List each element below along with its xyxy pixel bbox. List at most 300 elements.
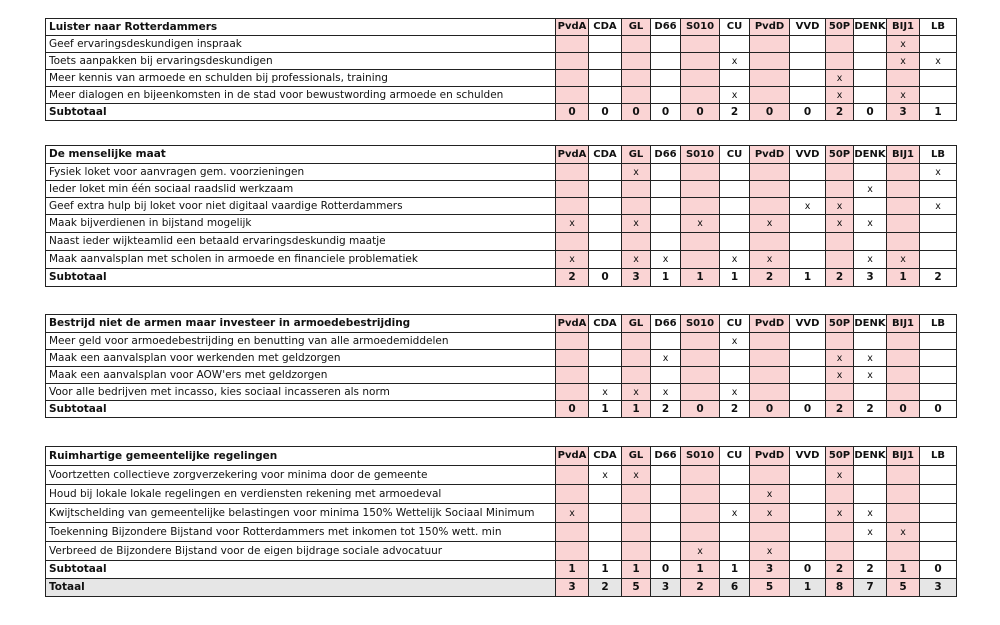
mark-cell	[681, 36, 720, 53]
mark-cell	[854, 542, 887, 561]
party-header: BIJ1	[887, 315, 920, 333]
mark-cell	[651, 87, 681, 104]
subtotal-label: Subtotaal	[46, 561, 556, 579]
mark-cell	[622, 504, 651, 523]
table-row	[46, 466, 957, 485]
mark-cell	[651, 384, 681, 401]
total-value: 1	[790, 579, 826, 597]
mark-x: x	[867, 218, 873, 230]
subtotal-value: 1	[556, 561, 589, 579]
total-value: 5	[887, 579, 920, 597]
table-row	[46, 485, 957, 504]
mark-x: x	[935, 200, 941, 212]
party-header: PvdA	[556, 315, 589, 333]
mark-cell	[826, 350, 854, 367]
subtotal-value: 3	[622, 269, 651, 287]
mark-cell	[720, 485, 750, 504]
subtotal-value: 0	[681, 104, 720, 121]
subtotal-value: 1	[887, 269, 920, 287]
subtotal-value: 1	[622, 561, 651, 579]
mark-cell	[589, 384, 622, 401]
table-row	[46, 198, 957, 215]
party-header: BIJ1	[887, 146, 920, 164]
mark-cell	[854, 87, 887, 104]
mark-x: x	[867, 352, 873, 364]
mark-cell	[589, 198, 622, 215]
total-value: 6	[720, 579, 750, 597]
mark-cell	[720, 53, 750, 70]
party-header: DENK	[854, 146, 887, 164]
mark-cell	[790, 504, 826, 523]
mark-cell	[887, 504, 920, 523]
mark-cell	[681, 164, 720, 181]
mark-cell	[826, 70, 854, 87]
table-row	[46, 384, 957, 401]
mark-cell	[826, 53, 854, 70]
mark-cell	[887, 466, 920, 485]
mark-x: x	[836, 352, 843, 364]
subtotal-value: 0	[920, 561, 957, 579]
party-header: PvdD	[750, 447, 790, 466]
mark-cell	[681, 70, 720, 87]
mark-cell	[790, 384, 826, 401]
mark-cell	[826, 333, 854, 350]
mark-cell	[750, 233, 790, 251]
mark-cell	[920, 251, 957, 269]
mark-x: x	[900, 38, 906, 50]
mark-cell	[920, 504, 957, 523]
mark-cell	[790, 198, 826, 215]
party-header: BIJ1	[887, 19, 920, 36]
mark-cell	[790, 542, 826, 561]
party-header: D66	[651, 146, 681, 164]
mark-cell	[556, 333, 589, 350]
mark-x: x	[662, 386, 669, 398]
party-header: 50P	[826, 146, 854, 164]
mark-cell	[720, 233, 750, 251]
mark-cell	[826, 523, 854, 542]
mark-cell	[651, 233, 681, 251]
mark-cell	[887, 233, 920, 251]
mark-cell	[589, 53, 622, 70]
row-label: Meer kennis van armoede en schulden bij professionals, training	[46, 70, 556, 87]
party-header: S010	[681, 447, 720, 466]
mark-x: x	[633, 166, 639, 178]
mark-cell	[720, 367, 750, 384]
party-header: CDA	[589, 315, 622, 333]
mark-cell	[750, 87, 790, 104]
mark-x: x	[867, 526, 873, 538]
section-title: De menselijke maat	[46, 146, 556, 164]
table-row	[46, 215, 957, 233]
table-row	[46, 233, 957, 251]
section-title: Ruimhartige gemeentelijke regelingen	[46, 447, 556, 466]
party-header: VVD	[790, 146, 826, 164]
mark-cell	[622, 198, 651, 215]
mark-x: x	[867, 183, 873, 195]
mark-cell	[720, 384, 750, 401]
mark-cell	[589, 87, 622, 104]
party-header: 50P	[826, 19, 854, 36]
mark-cell	[790, 367, 826, 384]
mark-x: x	[569, 218, 575, 230]
mark-cell	[589, 70, 622, 87]
mark-cell	[826, 164, 854, 181]
subtotal-value: 1	[681, 269, 720, 287]
mark-cell	[887, 367, 920, 384]
table-row	[46, 251, 957, 269]
mark-cell	[622, 53, 651, 70]
section-header-row	[46, 146, 957, 164]
subtotal-value: 2	[854, 401, 887, 418]
mark-cell	[720, 198, 750, 215]
mark-cell	[681, 367, 720, 384]
mark-cell	[651, 504, 681, 523]
subtotal-value: 2	[826, 561, 854, 579]
mark-cell	[622, 164, 651, 181]
subtotal-value: 1	[589, 561, 622, 579]
mark-x: x	[569, 254, 575, 266]
mark-x: x	[766, 254, 773, 266]
mark-cell	[750, 53, 790, 70]
mark-cell	[750, 485, 790, 504]
mark-x: x	[836, 200, 843, 212]
subtotal-value: 0	[750, 401, 790, 418]
subtotal-value: 1	[681, 561, 720, 579]
row-label: Naast ieder wijkteamlid een betaald ervaringsdeskundig maatje	[46, 233, 556, 251]
party-header: S010	[681, 315, 720, 333]
mark-cell	[826, 367, 854, 384]
mark-cell	[790, 36, 826, 53]
mark-cell	[854, 181, 887, 198]
mark-cell	[887, 333, 920, 350]
row-label: Houd bij lokale lokale regelingen en verdiensten rekening met armoedeval	[46, 485, 556, 504]
section-title: Bestrijd niet de armen maar investeer in armoedebestrijding	[46, 315, 556, 333]
mark-cell	[681, 233, 720, 251]
mark-cell	[720, 350, 750, 367]
mark-cell	[651, 251, 681, 269]
mark-cell	[720, 466, 750, 485]
mark-cell	[920, 87, 957, 104]
subtotal-value: 0	[790, 104, 826, 121]
subtotal-value: 0	[854, 104, 887, 121]
party-header: CDA	[589, 19, 622, 36]
mark-cell	[826, 215, 854, 233]
mark-cell	[887, 215, 920, 233]
mark-x: x	[900, 254, 906, 266]
mark-cell	[556, 523, 589, 542]
party-header: CDA	[589, 447, 622, 466]
mark-cell	[854, 53, 887, 70]
mark-cell	[681, 215, 720, 233]
mark-cell	[651, 542, 681, 561]
mark-cell	[920, 164, 957, 181]
mark-cell	[720, 87, 750, 104]
mark-cell	[720, 504, 750, 523]
mark-cell	[622, 542, 651, 561]
mark-cell	[720, 523, 750, 542]
mark-cell	[790, 333, 826, 350]
subtotal-value: 0	[920, 401, 957, 418]
row-label: Voor alle bedrijven met incasso, kies sociaal incasseren als norm	[46, 384, 556, 401]
mark-cell	[681, 198, 720, 215]
mark-cell	[651, 367, 681, 384]
mark-cell	[622, 233, 651, 251]
mark-cell	[622, 181, 651, 198]
mark-x: x	[731, 507, 738, 519]
mark-cell	[589, 181, 622, 198]
mark-x: x	[836, 89, 843, 101]
mark-cell	[720, 181, 750, 198]
mark-cell	[589, 350, 622, 367]
mark-cell	[622, 87, 651, 104]
party-header: PvdA	[556, 146, 589, 164]
subtotal-value: 2	[826, 269, 854, 287]
subtotal-value: 0	[750, 104, 790, 121]
mark-cell	[854, 36, 887, 53]
mark-cell	[622, 36, 651, 53]
section-table	[45, 145, 957, 287]
section-header-row	[46, 447, 957, 466]
mark-x: x	[633, 469, 639, 481]
mark-cell	[720, 542, 750, 561]
subtotal-value: 1	[720, 269, 750, 287]
mark-cell	[651, 333, 681, 350]
mark-cell	[556, 87, 589, 104]
mark-cell	[854, 485, 887, 504]
subtotal-value: 2	[651, 401, 681, 418]
mark-cell	[681, 87, 720, 104]
mark-cell	[681, 466, 720, 485]
row-label: Maak een aanvalsplan voor AOW'ers met geldzorgen	[46, 367, 556, 384]
mark-cell	[556, 251, 589, 269]
subtotal-value: 2	[854, 561, 887, 579]
mark-cell	[790, 466, 826, 485]
mark-cell	[920, 350, 957, 367]
subtotal-value: 1	[589, 401, 622, 418]
party-header: PvdD	[750, 315, 790, 333]
row-label: Toekenning Bijzondere Bijstand voor Rotterdammers met inkomen tot 150% wett. min	[46, 523, 556, 542]
total-value: 5	[622, 579, 651, 597]
table-row	[46, 53, 957, 70]
subtotal-value: 0	[622, 104, 651, 121]
mark-cell	[920, 333, 957, 350]
subtotal-value: 2	[720, 104, 750, 121]
mark-cell	[681, 485, 720, 504]
mark-cell	[887, 181, 920, 198]
row-label: Meer geld voor armoedebestrijding en benutting van alle armoedemiddelen	[46, 333, 556, 350]
mark-x: x	[836, 507, 843, 519]
section-table	[45, 314, 957, 418]
mark-x: x	[836, 369, 843, 381]
mark-cell	[556, 542, 589, 561]
mark-x: x	[633, 218, 639, 230]
mark-cell	[790, 485, 826, 504]
mark-cell	[556, 53, 589, 70]
subtotal-label: Subtotaal	[46, 269, 556, 287]
mark-cell	[920, 181, 957, 198]
mark-cell	[920, 53, 957, 70]
mark-cell	[720, 36, 750, 53]
mark-cell	[920, 70, 957, 87]
mark-cell	[790, 70, 826, 87]
mark-cell	[651, 350, 681, 367]
mark-x: x	[731, 89, 738, 101]
table-row	[46, 181, 957, 198]
subtotal-label: Subtotaal	[46, 104, 556, 121]
mark-x: x	[900, 526, 906, 538]
mark-cell	[826, 542, 854, 561]
mark-cell	[750, 215, 790, 233]
party-header: CU	[720, 19, 750, 36]
subtotal-value: 3	[854, 269, 887, 287]
party-header: 50P	[826, 315, 854, 333]
mark-cell	[750, 350, 790, 367]
mark-cell	[854, 523, 887, 542]
mark-x: x	[766, 507, 773, 519]
mark-cell	[556, 504, 589, 523]
mark-x: x	[731, 55, 738, 67]
mark-cell	[750, 36, 790, 53]
mark-cell	[790, 87, 826, 104]
subtotal-value: 0	[556, 401, 589, 418]
mark-cell	[651, 523, 681, 542]
subtotal-value: 1	[887, 561, 920, 579]
mark-cell	[790, 350, 826, 367]
total-value: 3	[920, 579, 957, 597]
mark-x: x	[766, 218, 773, 230]
mark-cell	[920, 233, 957, 251]
subtotal-label: Subtotaal	[46, 401, 556, 418]
party-header: LB	[920, 447, 957, 466]
mark-cell	[622, 384, 651, 401]
mark-cell	[589, 233, 622, 251]
mark-cell	[589, 466, 622, 485]
mark-cell	[589, 333, 622, 350]
party-header: PvdA	[556, 19, 589, 36]
mark-cell	[720, 215, 750, 233]
mark-cell	[854, 350, 887, 367]
mark-cell	[681, 523, 720, 542]
mark-x: x	[935, 166, 941, 178]
subtotal-row	[46, 104, 957, 121]
party-header: GL	[622, 19, 651, 36]
mark-cell	[556, 367, 589, 384]
mark-cell	[720, 333, 750, 350]
row-label: Meer dialogen en bijeenkomsten in de stad voor bewustwording armoede en schulden	[46, 87, 556, 104]
subtotal-value: 1	[622, 401, 651, 418]
party-header: CU	[720, 146, 750, 164]
party-header: CDA	[589, 146, 622, 164]
subtotal-value: 2	[826, 104, 854, 121]
mark-cell	[622, 485, 651, 504]
subtotal-value: 3	[887, 104, 920, 121]
mark-cell	[556, 215, 589, 233]
party-header: VVD	[790, 315, 826, 333]
mark-cell	[854, 367, 887, 384]
mark-cell	[790, 523, 826, 542]
subtotal-value: 2	[720, 401, 750, 418]
party-header: 50P	[826, 447, 854, 466]
mark-cell	[887, 36, 920, 53]
subtotal-value: 0	[887, 401, 920, 418]
subtotal-value: 0	[589, 269, 622, 287]
row-label: Kwijtschelding van gemeentelijke belastingen voor minima 150% Wettelijk Sociaal Minimum	[46, 504, 556, 523]
mark-cell	[826, 233, 854, 251]
mark-cell	[826, 384, 854, 401]
section-title: Luister naar Rotterdammers	[46, 19, 556, 36]
party-header: S010	[681, 146, 720, 164]
subtotal-row	[46, 269, 957, 287]
mark-x: x	[731, 386, 738, 398]
subtotal-value: 1	[790, 269, 826, 287]
mark-x: x	[836, 218, 843, 230]
section-table	[45, 18, 957, 121]
party-header: D66	[651, 447, 681, 466]
table-row	[46, 164, 957, 181]
mark-cell	[854, 70, 887, 87]
mark-cell	[622, 251, 651, 269]
mark-cell	[681, 384, 720, 401]
subtotal-value: 0	[589, 104, 622, 121]
table-row	[46, 504, 957, 523]
section-table	[45, 446, 957, 597]
mark-cell	[651, 36, 681, 53]
mark-cell	[556, 485, 589, 504]
mark-x: x	[662, 254, 669, 266]
mark-cell	[720, 251, 750, 269]
mark-x: x	[602, 469, 608, 481]
subtotal-value: 2	[920, 269, 957, 287]
mark-x: x	[836, 72, 843, 84]
mark-x: x	[867, 507, 873, 519]
mark-cell	[854, 504, 887, 523]
mark-cell	[681, 333, 720, 350]
mark-cell	[589, 542, 622, 561]
mark-x: x	[731, 254, 738, 266]
mark-cell	[750, 384, 790, 401]
total-value: 5	[750, 579, 790, 597]
mark-cell	[887, 164, 920, 181]
mark-cell	[854, 251, 887, 269]
total-label: Totaal	[46, 579, 556, 597]
mark-cell	[556, 181, 589, 198]
party-header: VVD	[790, 19, 826, 36]
mark-cell	[556, 233, 589, 251]
mark-cell	[651, 485, 681, 504]
mark-cell	[887, 384, 920, 401]
party-header: GL	[622, 315, 651, 333]
row-label: Voortzetten collectieve zorgverzekering voor minima door de gemeente	[46, 466, 556, 485]
mark-cell	[622, 367, 651, 384]
mark-cell	[790, 233, 826, 251]
party-header: LB	[920, 315, 957, 333]
party-header: VVD	[790, 447, 826, 466]
mark-cell	[920, 466, 957, 485]
row-label: Fysiek loket voor aanvragen gem. voorzieningen	[46, 164, 556, 181]
mark-cell	[556, 36, 589, 53]
mark-cell	[887, 523, 920, 542]
mark-x: x	[836, 469, 843, 481]
row-label: Verbreed de Bijzondere Bijstand voor de eigen bijdrage sociale advocatuur	[46, 542, 556, 561]
mark-cell	[720, 70, 750, 87]
party-header: GL	[622, 447, 651, 466]
mark-cell	[920, 384, 957, 401]
mark-x: x	[766, 545, 773, 557]
mark-cell	[750, 70, 790, 87]
mark-x: x	[662, 352, 669, 364]
mark-cell	[826, 485, 854, 504]
